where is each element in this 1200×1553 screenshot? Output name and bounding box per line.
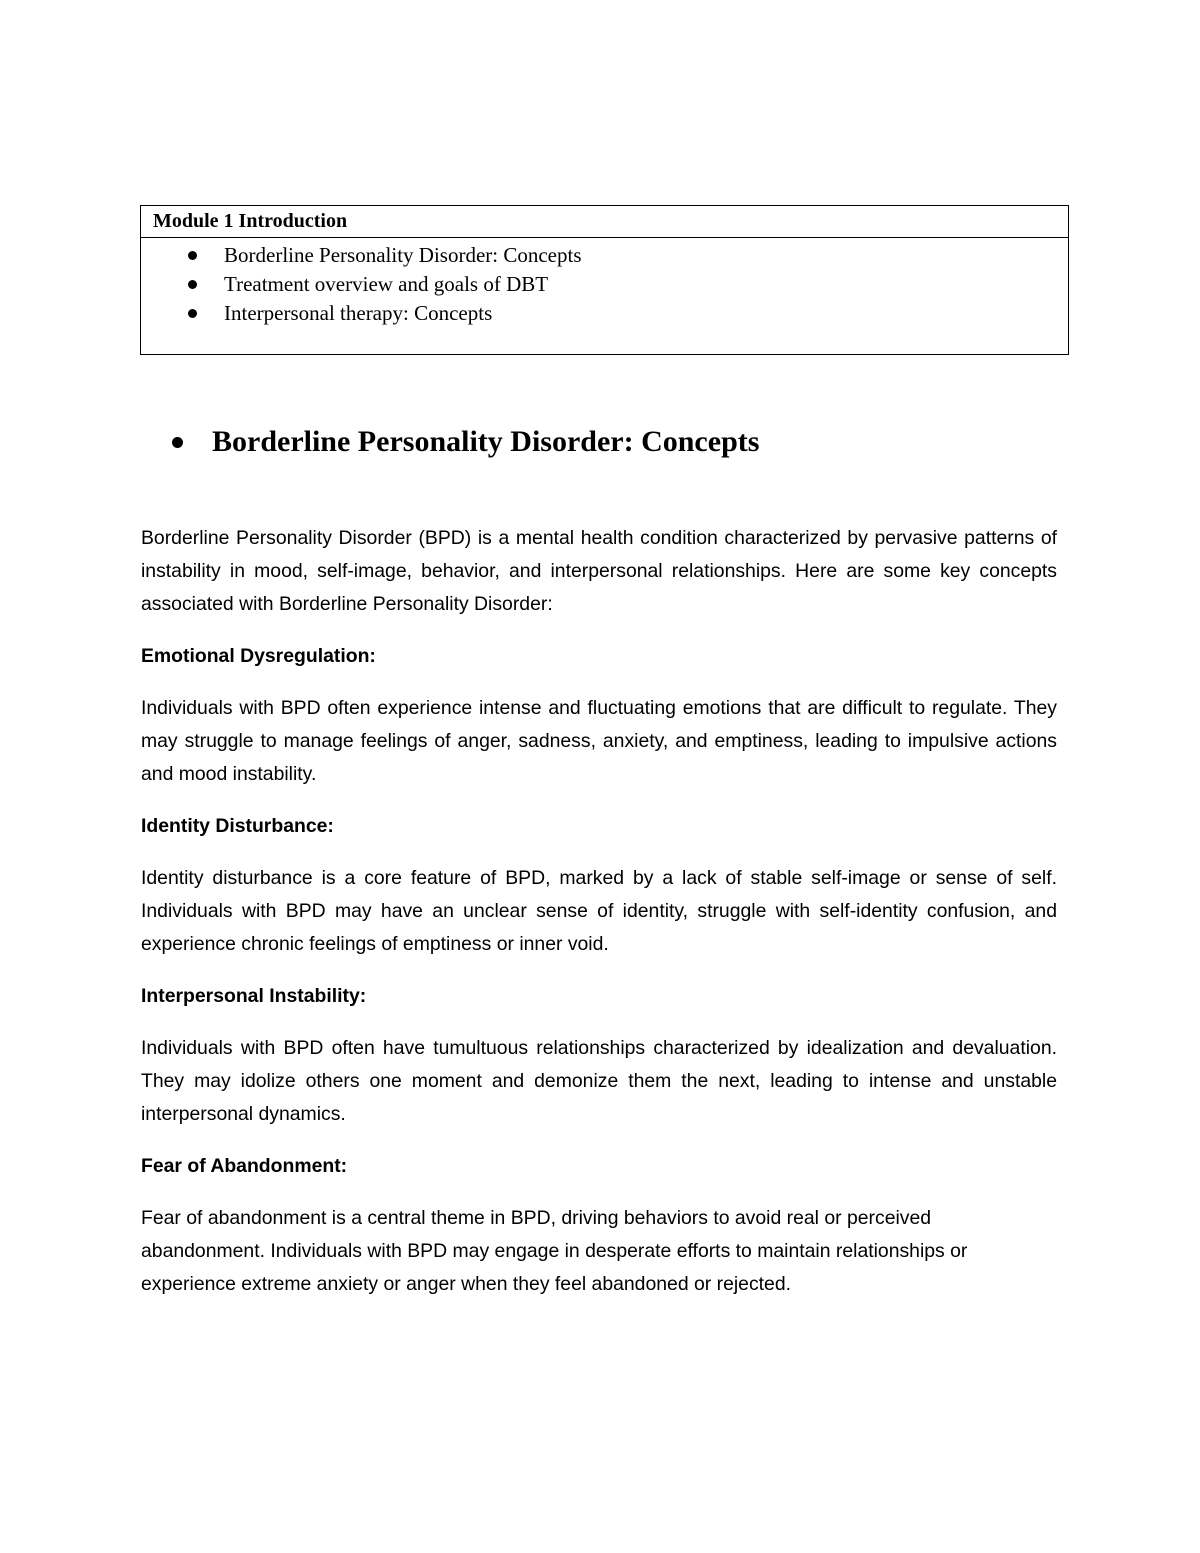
bullet-icon (188, 309, 197, 318)
module-outline-box (140, 205, 1069, 355)
concept-description: Fear of abandonment is a central theme in BPD, driving behaviors to avoid real or perceived abandonment. Individuals with BPD may engage in desperate efforts to maintain relationships or experience extreme anxiety or anger when they feel abandoned or rejected. (141, 1207, 968, 1295)
bullet-icon (188, 251, 197, 260)
section-body (141, 522, 1057, 1320)
section-heading (172, 420, 759, 464)
module-topic-item (141, 299, 1068, 328)
module-topic-item (141, 241, 1068, 270)
concept-term: Identity Disturbance: (141, 815, 334, 837)
concept-description: Individuals with BPD often experience intense and fluctuating emotions that are difficult to regulate. They may struggle to manage feelings of anger, sadness, anxiety, and emptiness, leading to impulsive actions and mood instability. (141, 697, 1057, 785)
concept-description: Identity disturbance is a core feature of BPD, marked by a lack of stable self-image or sense of self. Individuals with BPD may have an unclear sense of identity, struggle with self-identity confusion, and experience chronic feelings of emptiness or inner void. (141, 867, 1057, 955)
concept-description: Individuals with BPD often have tumultuous relationships characterized by idealization and devaluation. They may idolize others one moment and demonize them the next, leading to intense and unstable interpersonal dynamics. (141, 1037, 1057, 1125)
module-topic-label: Treatment overview and goals of DBT (224, 272, 549, 296)
concept-term: Emotional Dysregulation: (141, 645, 376, 667)
module-topic-list (141, 238, 1068, 328)
module-topic-item (141, 270, 1068, 299)
bullet-icon (172, 437, 183, 448)
section-heading-text: Borderline Personality Disorder: Concepts (212, 425, 760, 458)
module-topic-label: Borderline Personality Disorder: Concepts (224, 243, 582, 267)
concept-term: Fear of Abandonment: (141, 1155, 348, 1177)
module-title: Module 1 Introduction (141, 206, 1068, 238)
concept-term: Interpersonal Instability: (141, 985, 367, 1007)
bullet-icon (188, 280, 197, 289)
module-topic-label: Interpersonal therapy: Concepts (224, 301, 493, 325)
intro-paragraph: Borderline Personality Disorder (BPD) is a mental health condition characterized by pervasive patterns of instability in mood, self-image, behavior, and interpersonal relationships. Here are some key concepts associated with Borderline Personality Disorder: (141, 527, 1057, 615)
